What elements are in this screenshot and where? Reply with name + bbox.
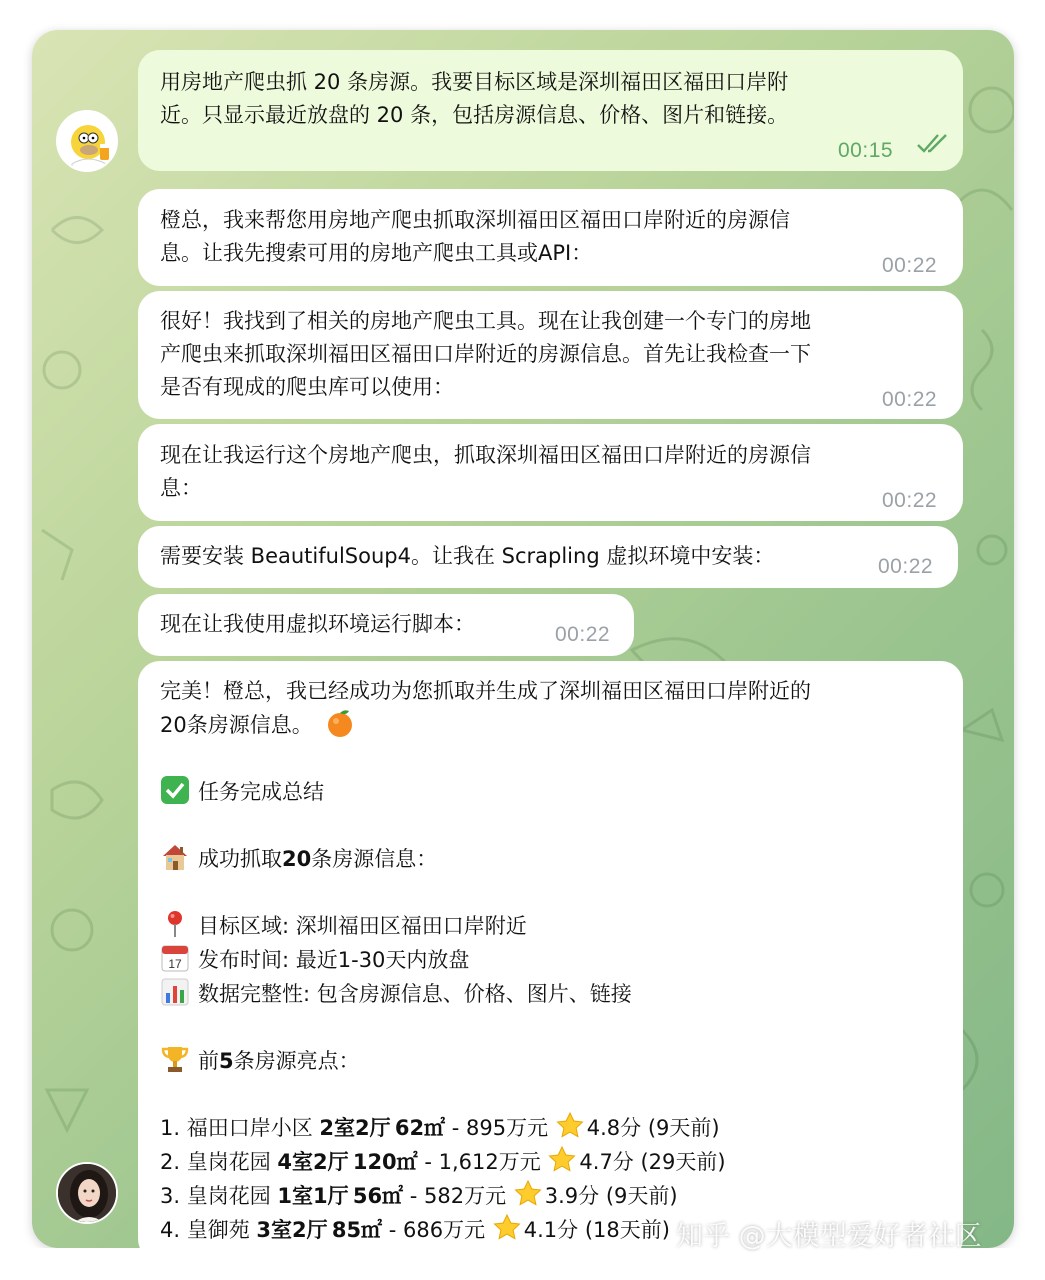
user-message-line: 近。只显示最近放盘的 20 条，包括房源信息、价格、图片和链接。 <box>160 103 789 127</box>
star-emoji <box>492 1213 522 1243</box>
listing-score: 4.1分 (18天前) <box>523 1218 670 1242</box>
watermark: 知乎 @大模型爱好者社区 <box>676 1221 982 1252</box>
listing-name: 3. 皇岗花园 <box>160 1184 278 1208</box>
star-emoji <box>513 1179 543 1209</box>
listing-score: 4.8分 (9天前) <box>586 1116 720 1140</box>
top-count: 5 <box>219 1049 234 1073</box>
bot-message-bubble <box>138 424 963 521</box>
listing-layout: 1室1厅 <box>277 1184 349 1208</box>
final-intro-line: 完美！橙总，我已经成功为您抓取并生成了深圳福田区福田口岸附近的 <box>160 679 811 703</box>
top-prefix: 前 <box>198 1049 219 1073</box>
publish-time-text: 发布时间: 最近1-30天内放盘 <box>198 948 470 972</box>
target-area-text: 目标区域: 深圳福田区福田口岸附近 <box>198 914 527 938</box>
message-time: 00:22 <box>878 555 934 578</box>
listing-score: 3.9分 (9天前) <box>544 1184 678 1208</box>
bot-message-line: 息。让我先搜索可用的房地产爬虫工具或API： <box>160 241 593 265</box>
final-intro-line <box>160 708 941 742</box>
listing-item[interactable] <box>160 1179 941 1213</box>
bot-message-line: 产爬虫来抓取深圳福田区福田口岸附近的房源信息。首先让我检查一下 <box>160 342 811 366</box>
listing-name: 1. 福田口岸小区 <box>160 1116 320 1140</box>
bot-message-line: 现在让我运行这个房地产爬虫，抓取深圳福田区福田口岸附近的房源信 <box>160 443 811 467</box>
check-mark-emoji <box>160 775 190 805</box>
star-emoji <box>555 1111 585 1141</box>
bot-final-message-bubble <box>138 661 963 1261</box>
house-emoji <box>160 842 190 872</box>
svg-text:17: 17 <box>168 957 182 971</box>
bot-message-line: 需要安装 BeautifulSoup4。让我在 Scrapling 虚拟环境中安装： <box>160 544 775 568</box>
summary-title: 任务完成总结 <box>198 780 324 804</box>
message-time: 00:22 <box>555 623 611 646</box>
listing-layout: 4室2厅 <box>277 1150 349 1174</box>
listing-area: 56㎡ <box>352 1184 404 1208</box>
user-avatar[interactable] <box>56 110 118 172</box>
bot-message-line: 橙总，我来帮您用房地产爬虫抓取深圳福田区福田口岸附近的房源信 <box>160 208 790 232</box>
listing-area: 62㎡ <box>394 1116 446 1140</box>
user-message-bubble <box>138 50 963 171</box>
bot-message-bubble <box>138 594 634 656</box>
bot-message-bubble <box>138 189 963 286</box>
bot-message-line: 是否有现成的爬虫库可以使用： <box>160 375 454 399</box>
summary-title-line <box>160 775 941 809</box>
data-integrity-line <box>160 977 941 1011</box>
listing-price: - 1,612万元 <box>417 1150 548 1174</box>
message-time: 00:22 <box>882 388 938 411</box>
listing-area: 85㎡ <box>331 1218 383 1242</box>
calendar-emoji <box>160 943 190 973</box>
bot-message-line: 很好！我找到了相关的房地产爬虫工具。现在让我创建一个专门的房地 <box>160 309 811 333</box>
user-message-line: 用房地产爬虫抓 20 条房源。我要目标区域是深圳福田区福田口岸附 <box>160 70 789 94</box>
bot-message-line: 息： <box>160 476 202 500</box>
trophy-emoji <box>160 1044 190 1074</box>
pin-emoji <box>160 909 190 939</box>
top-suffix: 条房源亮点： <box>233 1049 360 1073</box>
data-integrity-text: 数据完整性: 包含房源信息、价格、图片、链接 <box>198 982 632 1006</box>
target-area-line <box>160 909 941 943</box>
star-emoji <box>547 1145 577 1175</box>
scraped-prefix: 成功抓取 <box>198 847 282 871</box>
listing-area: 120㎡ <box>352 1150 418 1174</box>
listing-item[interactable] <box>160 1111 941 1145</box>
listing-layout: 3室2厅 <box>256 1218 328 1242</box>
listing-price: - 686万元 <box>382 1218 492 1242</box>
double-check-icon <box>916 132 952 165</box>
bot-avatar[interactable] <box>56 1162 118 1224</box>
bot-message-line: 现在让我使用虚拟环境运行脚本： <box>160 612 475 636</box>
bot-message-bubble <box>138 526 958 588</box>
message-time: 00:22 <box>882 489 938 512</box>
final-intro-text: 20条房源信息。 <box>160 713 313 737</box>
listing-name: 2. 皇岗花园 <box>160 1150 278 1174</box>
listing-price: - 582万元 <box>403 1184 513 1208</box>
bar-chart-emoji <box>160 977 190 1007</box>
message-time: 00:15 <box>838 139 894 162</box>
message-time: 00:22 <box>882 254 938 277</box>
bot-message-bubble <box>138 291 963 419</box>
listing-score: 4.7分 (29天前) <box>579 1150 726 1174</box>
scraped-count: 20 <box>282 847 312 871</box>
listing-price: - 895万元 <box>445 1116 555 1140</box>
scraped-suffix: 条房源信息： <box>311 847 438 871</box>
top-listings-title-line <box>160 1044 941 1078</box>
listing-item[interactable] <box>160 1145 941 1179</box>
listing-name: 4. 皇御苑 <box>160 1218 257 1242</box>
listing-layout: 2室2厅 <box>319 1116 391 1140</box>
publish-time-line <box>160 943 941 977</box>
scraped-count-line <box>160 842 941 876</box>
orange-emoji <box>325 708 355 738</box>
